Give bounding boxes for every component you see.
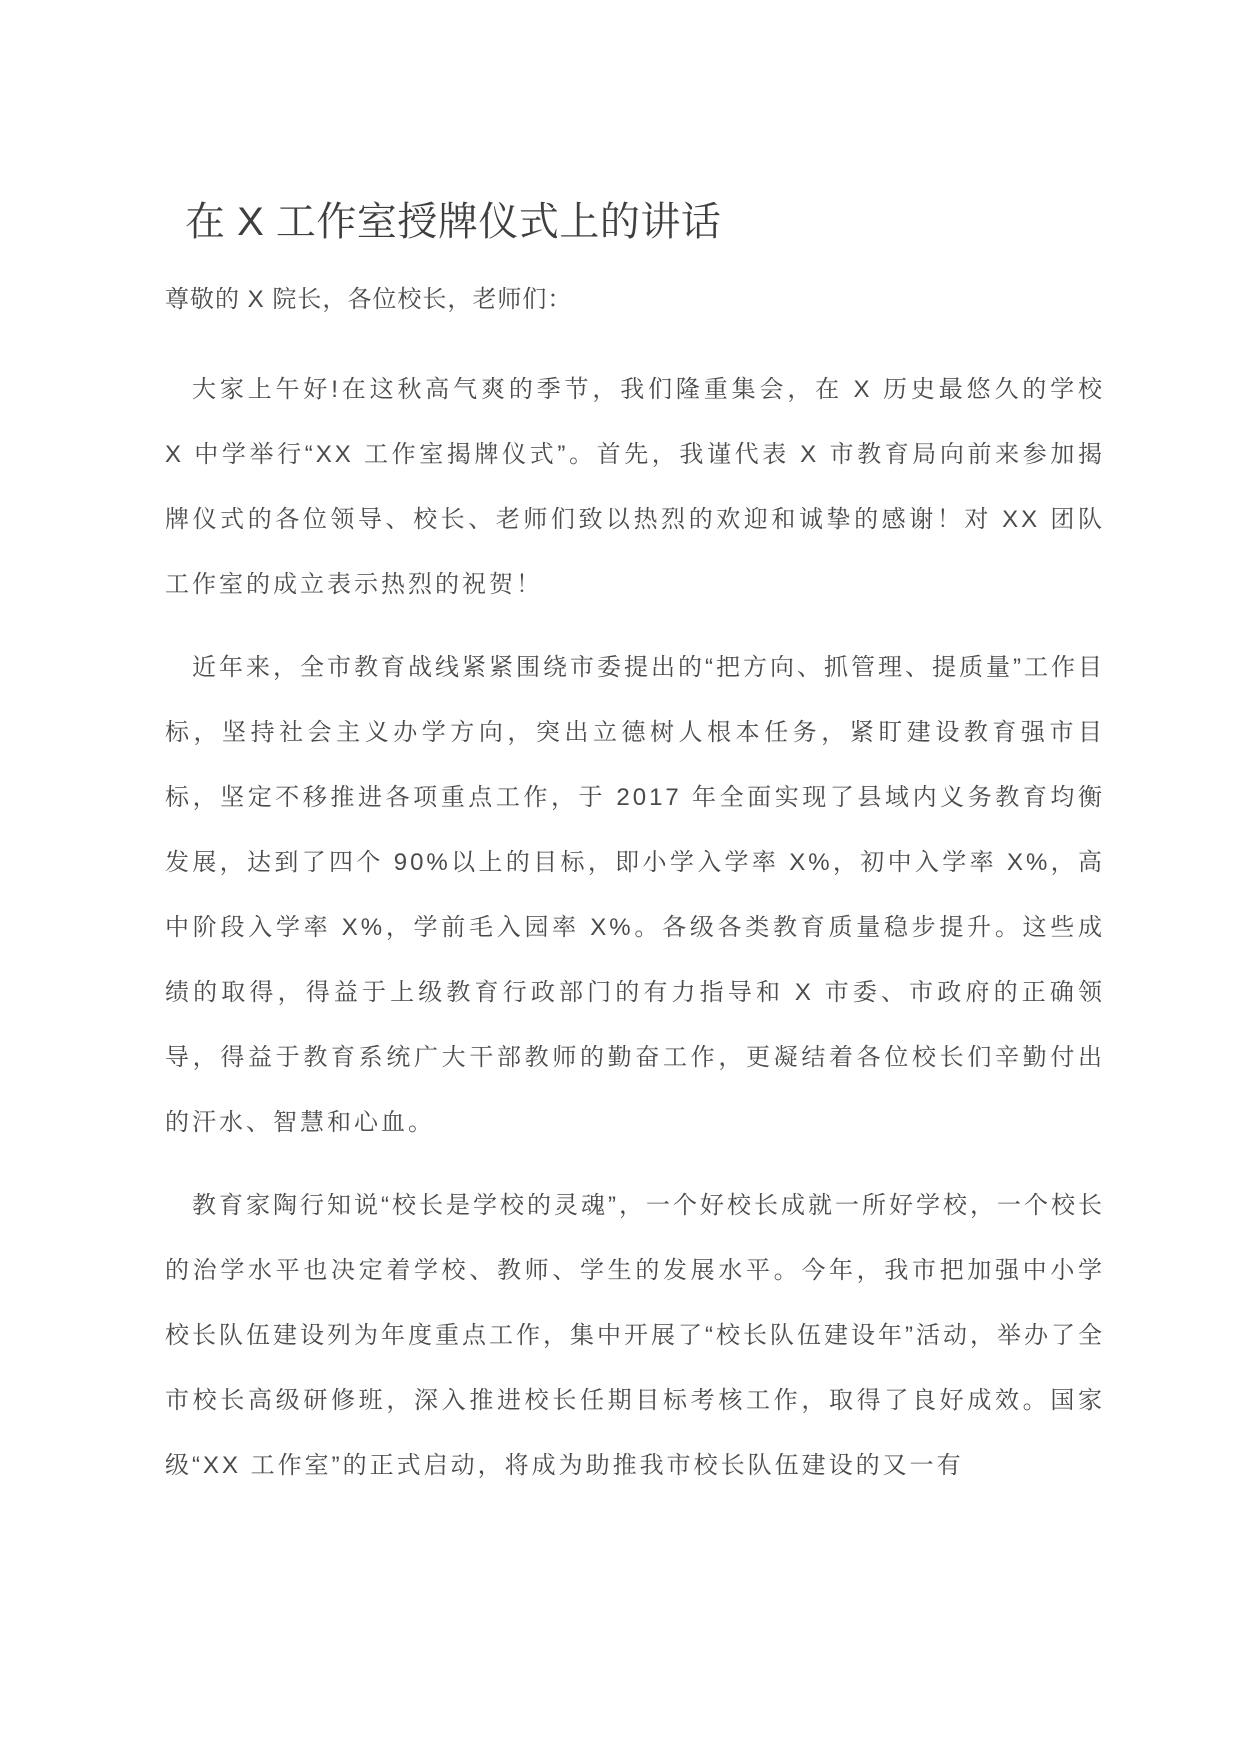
salutation-line: 尊敬的 X 院长，各位校长，老师们： — [165, 286, 573, 313]
paragraph-achievements: 近年来，全市教育战线紧紧围绕市委提出的“把方向、抓管理、提质量”工作目标，坚持社会主义办学方向，突出立德树人根本任务，紧盯建设教育强市目标，坚定不移推进各项重点工作，于 2017 年全面实现了县域内义务教育均衡发展，达到了四个 90%以上的目标，即小学入学率 X%，初中入学率 X%，高中阶段入学率 X%，学前毛入园率 X%。各级各类教育质量稳步提升。这些成绩的取得，得益于上级教育行政部门的有力指导和 X 市委、市政府的正确领导，得益于教育系统广大干部教师的勤奋工作，更凝结着各位校长们辛勤付出的汗水、智慧和心血。 — [165, 654, 1105, 1136]
paragraph-greeting: 大家上午好!在这秋高气爽的季节，我们隆重集会，在 X 历史最悠久的学校 X 中学举行“XX 工作室揭牌仪式”。首先，我谨代表 X 市教育局向前来参加揭牌仪式的各位领导、校长、老师们致以热烈的欢迎和诚挚的感谢！对 XX 团队工作室的成立表示热烈的祝贺！ — [165, 376, 1105, 598]
document-content — [165, 198, 1105, 1498]
paragraph-principals: 教育家陶行知说“校长是学校的灵魂”，一个好校长成就一所好学校，一个校长的治学水平也决定着学校、教师、学生的发展水平。今年，我市把加强中小学校长队伍建设列为年度重点工作，集中开展了“校长队伍建设年”活动，举办了全市校长高级研修班，深入推进校长任期目标考核工作，取得了良好成效。国家级“XX 工作室”的正式启动，将成为助推我市校长队伍建设的又一有 — [165, 1192, 1105, 1479]
document-title: 在 X 工作室授牌仪式上的讲话 — [185, 200, 722, 244]
